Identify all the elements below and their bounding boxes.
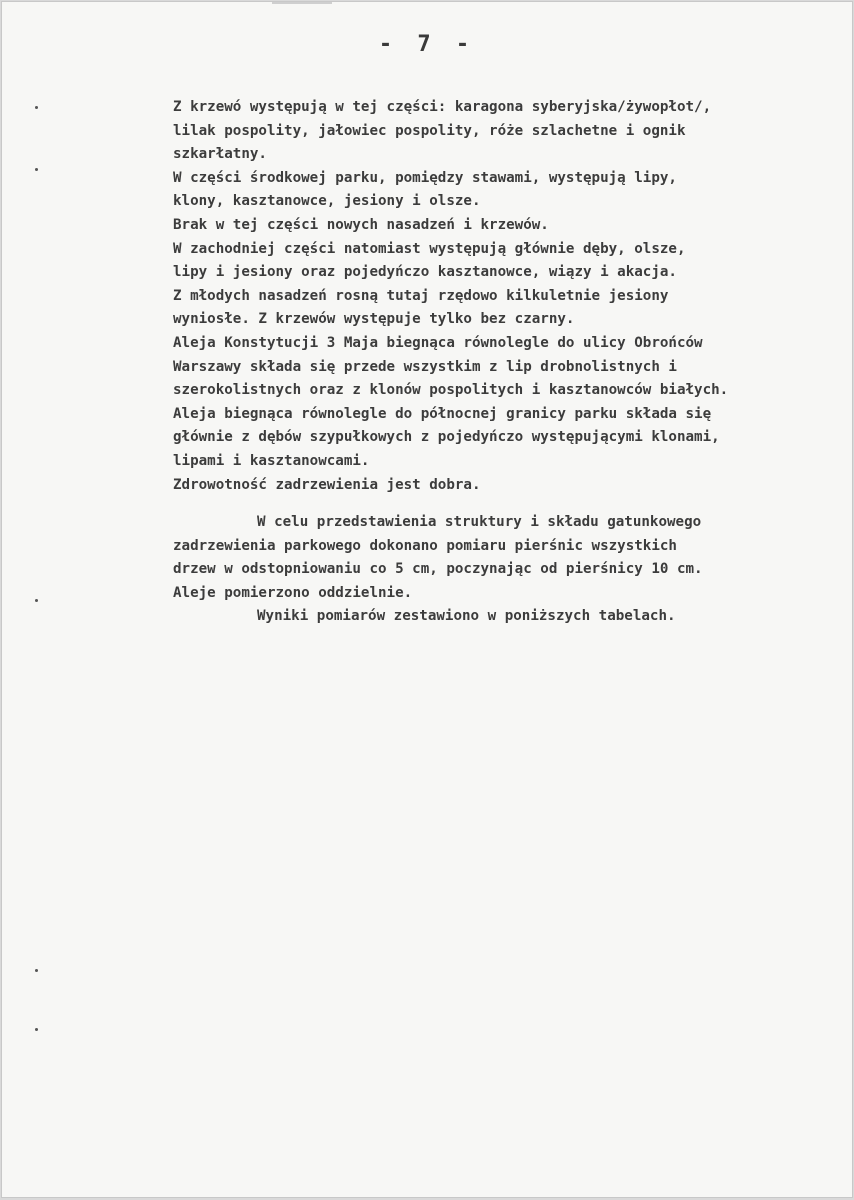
body-text — [173, 96, 854, 629]
text-line: drzew w odstopniowaniu co 5 cm, poczynając od pierśnicy 10 cm. — [173, 561, 703, 578]
text-line: Zdrowotność zadrzewienia jest dobra. — [173, 476, 481, 493]
text-line: głównie z dębów szypułkowych z pojedyńczo występującymi klonami, — [173, 429, 720, 446]
page-number: - 7 - — [378, 32, 476, 57]
text-line: klony, kasztanowce, jesiony i olsze. — [173, 193, 481, 210]
margin-punch-mark — [35, 969, 38, 972]
text-line: Z krzewó występują w tej części: karagona syberyjska/żywopłot/, — [173, 99, 712, 115]
text-line: lipami i kasztanowcami. — [173, 452, 370, 469]
margin-punch-mark — [35, 168, 38, 171]
paragraph-gap — [173, 497, 854, 511]
text-line: W części środkowej parku, pomiędzy stawami, występują lipy, — [173, 169, 677, 186]
text-line: Z młodych nasadzeń rosną tutaj rzędowo kilkuletnie jesiony — [173, 287, 669, 304]
text-line: Warszawy składa się przede wszystkim z lip drobnolistnych i — [173, 358, 677, 375]
margin-punch-mark — [35, 1028, 38, 1031]
text-line: wyniosłe. Z krzewów występuje tylko bez czarny. — [173, 311, 575, 328]
text-line: Aleja biegnąca równolegle do północnej granicy parku składa się — [173, 405, 712, 422]
document-page — [1, 1, 853, 1198]
text-line: szkarłatny. — [173, 146, 267, 163]
margin-punch-mark — [35, 599, 38, 602]
text-line: lipy i jesiony oraz pojedyńczo kasztanowce, wiązy i akacja. — [173, 264, 677, 281]
text-line: zadrzewienia parkowego dokonano pomiaru pierśnic wszystkich — [173, 537, 677, 554]
text-line: szerokolistnych oraz z klonów pospolitych i kasztanowców białych. — [173, 382, 729, 399]
text-line: W zachodniej części natomiast występują głównie dęby, olsze, — [173, 240, 686, 257]
margin-punch-mark — [35, 106, 38, 109]
text-line: W celu przedstawienia struktury i składu gatunkowego — [257, 514, 702, 531]
text-line: Aleja Konstytucji 3 Maja biegnąca równolegle do ulicy Obrońców — [173, 334, 703, 351]
scan-artifact — [272, 2, 332, 4]
text-line: lilak pospolity, jałowiec pospolity, róże szlachetne i ognik — [173, 122, 686, 139]
text-line: Wyniki pomiarów zestawiono w poniższych tabelach. — [257, 608, 676, 625]
text-line: Brak w tej części nowych nasadzeń i krzewów. — [173, 216, 549, 233]
text-line: Aleje pomierzono oddzielnie. — [173, 584, 413, 601]
